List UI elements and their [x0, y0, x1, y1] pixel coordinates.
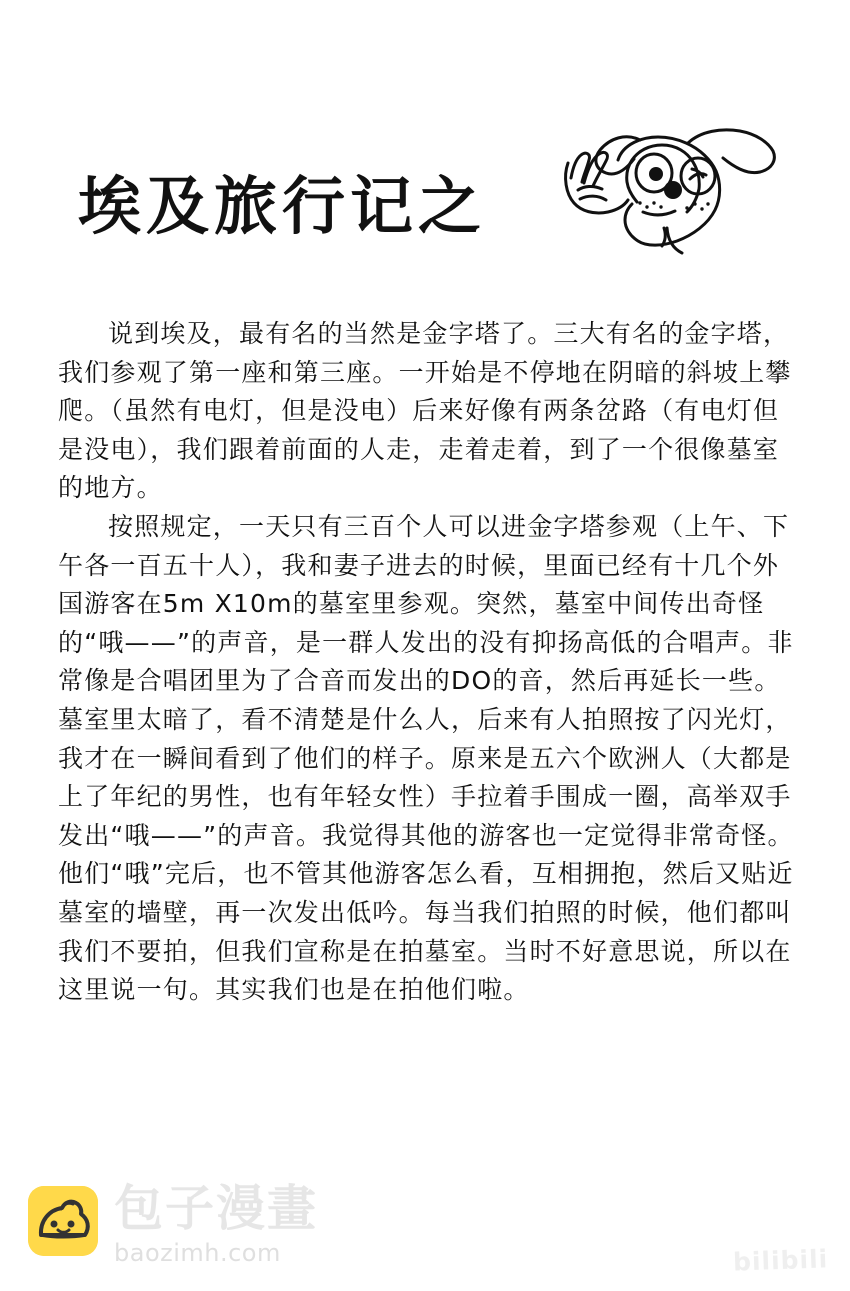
- dog-victory-sign-doodle-icon: [550, 120, 780, 260]
- article-paragraph-1: 说到埃及，最有名的当然是金字塔了。三大有名的金字塔，我们参观了第一座和第三座。一开始是不停地在阴暗的斜坡上攀爬。（虽然有电灯，但是没电）后来好像有两条岔路（有电灯但是没电），我们跟着前面的人走，走着走着，到了一个很像墓室的地方。: [58, 319, 792, 503]
- baozi-logo-icon: [28, 1186, 98, 1256]
- watermark-title: 包子漫畫: [114, 1180, 319, 1237]
- page-title: 埃及旅行记之: [78, 169, 486, 243]
- article-body: [58, 315, 802, 1010]
- bilibili-watermark: bilibili: [732, 1244, 829, 1277]
- watermark-url: baozimh.com: [114, 1239, 281, 1267]
- article-paragraph-2: 按照规定，一天只有三百个人可以进金字塔参观（上午、下午各一百五十人），我和妻子进去的时候，里面已经有十几个外国游客在5m X10m的墓室里参观。突然，墓室中间传出奇怪的“哦——”的声音，是一群人发出的没有抑扬高低的合唱声。非常像是合唱团里为了合音而发出的DO的音，然后再延长一些。墓室里太暗了，看不清楚是什么人，后来有人拍照按了闪光灯，我才在一瞬间看到了他们的样子。原来是五六个欧洲人（大都是上了年纪的男性，也有年轻女性）手拉着手围成一圈，高举双手发出“哦——”的声音。我觉得其他的游客也一定觉得非常奇怪。他们“哦”完后，也不管其他游客怎么看，互相拥抱，然后又贴近墓室的墙壁，再一次发出低吟。每当我们拍照的时候，他们都叫我们不要拍，但我们宣称是在拍墓室。当时不好意思说，所以在这里说一句。其实我们也是在拍他们啦。: [58, 511, 794, 1005]
- watermark-brand: [114, 1180, 344, 1274]
